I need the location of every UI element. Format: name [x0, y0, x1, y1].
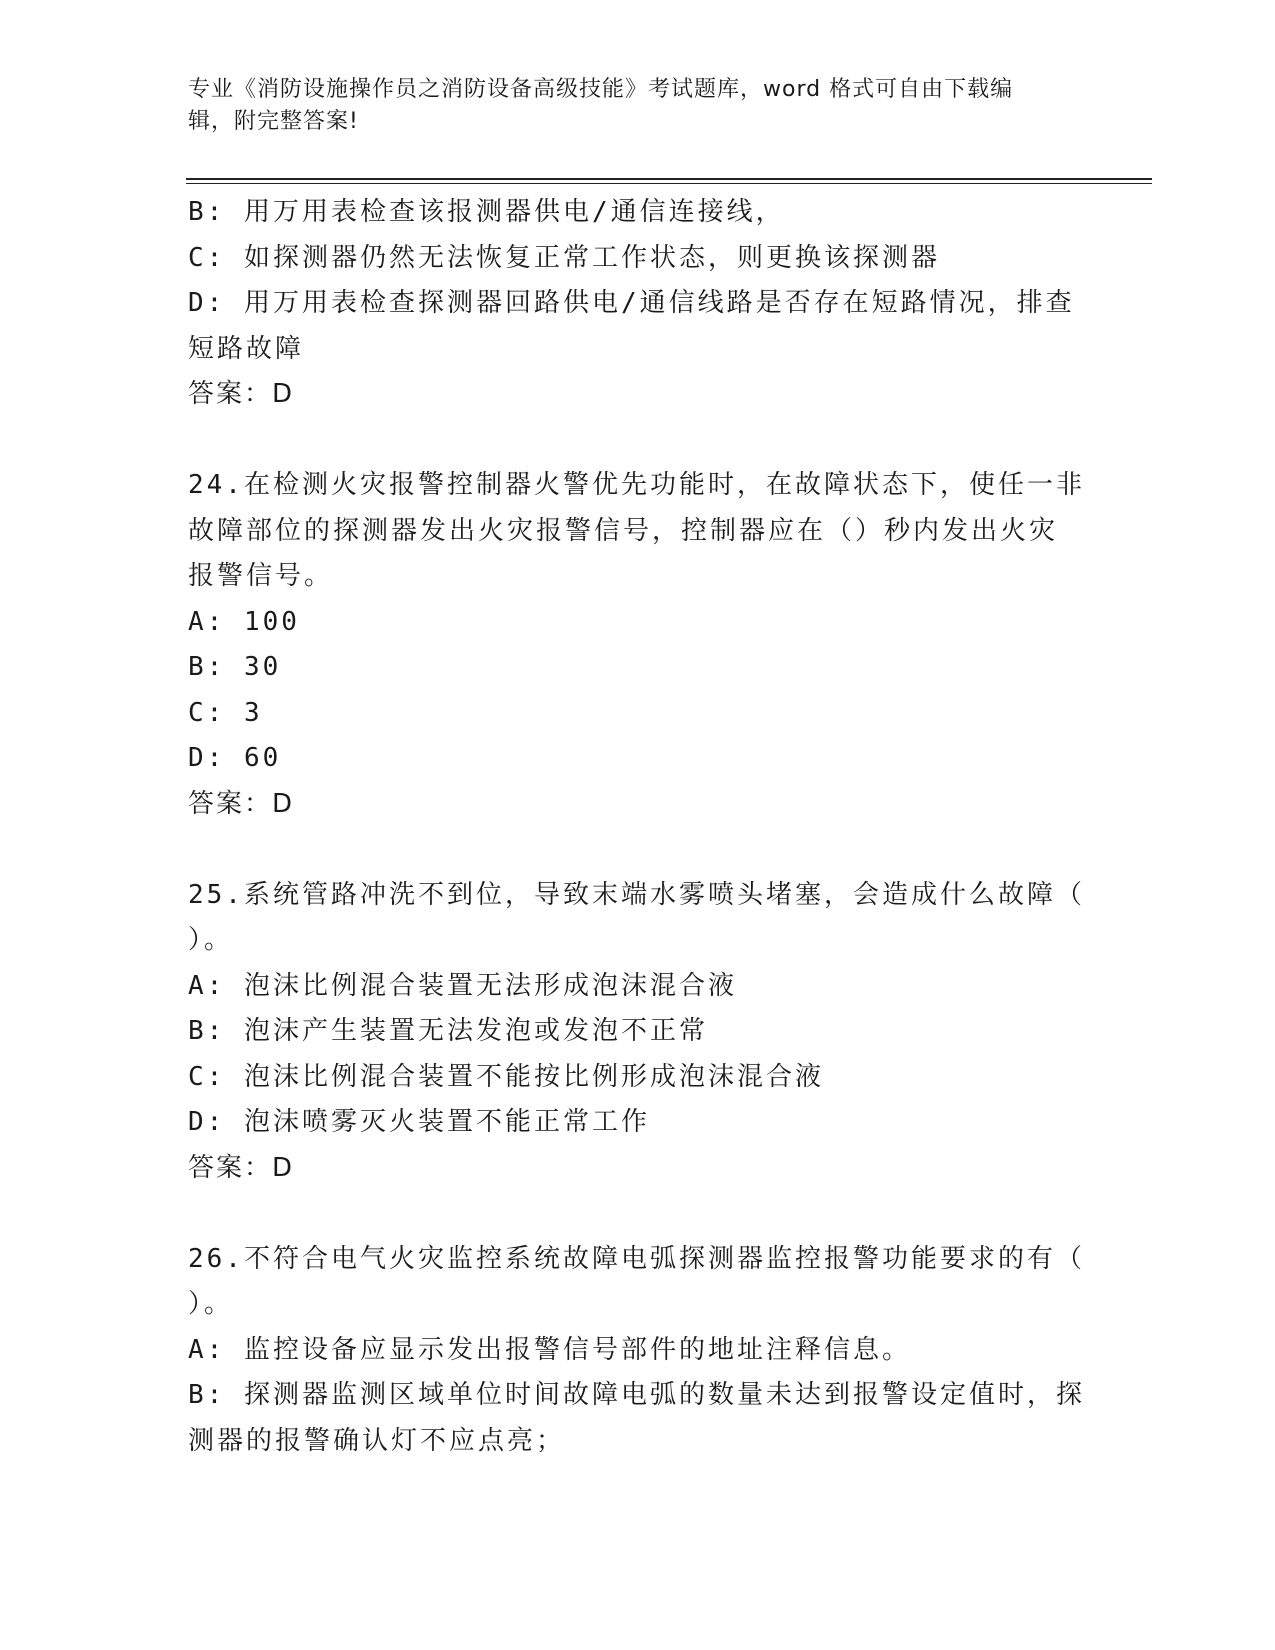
question-stem: 故障部位的探测器发出火灾报警信号，控制器应在（）秒内发出火灾: [188, 515, 1059, 546]
option-a: A: 泡沫比例混合装置无法形成泡沫混合液: [188, 970, 737, 1001]
option-c: C: 泡沫比例混合装置不能按比例形成泡沫混合液: [188, 1061, 824, 1092]
option-d: D: 用万用表检查探测器回路供电/通信线路是否存在短路情况，排查: [188, 288, 1075, 318]
question-24: [188, 463, 1088, 827]
prev-question: [188, 190, 1088, 418]
question-stem: 报警信号。: [188, 561, 334, 591]
option-b: B: 用万用表检查该报测器供电/通信连接线，: [188, 197, 785, 227]
option-d-continued: 短路故障: [188, 333, 305, 364]
header-divider-thin: [186, 183, 1152, 184]
header-line-1: 专业《消防设施操作员之消防设备高级技能》考试题库，word 格式可自由下载编: [188, 77, 1014, 102]
question-stem: ）。: [188, 925, 234, 955]
document-header: [188, 74, 1068, 138]
question-stem: ）。: [188, 1289, 234, 1319]
question-stem: 24.在检测火灾报警控制器火警优先功能时，在故障状态下，使任一非: [188, 470, 1085, 500]
answer-line: 答案：D: [188, 379, 295, 409]
option-a: A: 100: [188, 606, 300, 637]
header-line-2: 辑，附完整答案!: [188, 109, 359, 134]
question-25: [188, 873, 1088, 1192]
question-stem: 26.不符合电气火灾监控系统故障电弧探测器监控报警功能要求的有（: [188, 1243, 1085, 1274]
option-c: C: 3: [188, 697, 263, 728]
question-26: [188, 1237, 1088, 1465]
option-c: C: 如探测器仍然无法恢复正常工作状态，则更换该探测器: [188, 242, 940, 273]
header-divider-thick: [186, 178, 1152, 180]
option-d: D: 泡沫喷雾灭火装置不能正常工作: [188, 1107, 650, 1137]
question-content: [188, 190, 1088, 1464]
answer-line: 答案：D: [188, 1152, 295, 1183]
option-b-continued: 测器的报警确认灯不应点亮；: [188, 1425, 566, 1456]
option-d: D: 60: [188, 743, 282, 773]
option-a: A: 监控设备应显示发出报警信号部件的地址注释信息。: [188, 1334, 911, 1365]
question-stem: 25.系统管路冲洗不到位，导致末端水雾喷头堵塞，会造成什么故障（: [188, 879, 1085, 910]
option-b: B: 探测器监测区域单位时间故障电弧的数量未达到报警设定值时，探: [188, 1380, 1085, 1410]
option-b: B: 30: [188, 652, 282, 682]
option-b: B: 泡沫产生装置无法发泡或发泡不正常: [188, 1016, 708, 1046]
answer-line: 答案：D: [188, 788, 295, 819]
